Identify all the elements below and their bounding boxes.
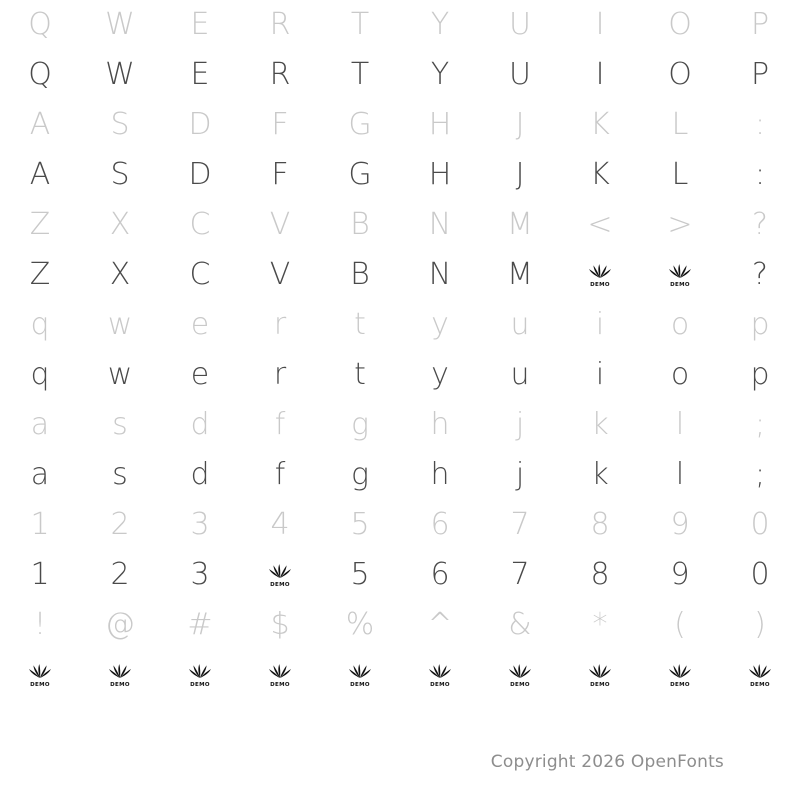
- glyph-cell: Q: [28, 57, 52, 92]
- glyph-cell: 2: [110, 557, 130, 592]
- glyph-cell: B: [350, 257, 370, 292]
- glyph-cell: L: [671, 107, 689, 142]
- demo-mark-glyph: DEMO: [507, 662, 533, 688]
- glyph-cell: X: [109, 257, 131, 292]
- glyph-cell: V: [269, 207, 291, 242]
- glyph-cell: k: [591, 407, 609, 442]
- glyph-cell: 7: [510, 507, 530, 542]
- demo-watermark-icon: [480, 650, 560, 700]
- demo-mark-glyph: DEMO: [27, 662, 53, 688]
- glyph-cell: E: [190, 57, 210, 92]
- glyph-cell: A: [29, 157, 51, 192]
- glyph-cell: K: [590, 157, 610, 192]
- demo-watermark-icon: [400, 650, 480, 700]
- demo-mark-glyph: DEMO: [587, 662, 613, 688]
- glyph-cell: C: [189, 207, 211, 242]
- glyph-cell: a: [30, 457, 50, 492]
- glyph-cell: 3: [190, 507, 210, 542]
- demo-mark-glyph: DEMO: [107, 662, 133, 688]
- glyph-cell: w: [107, 357, 133, 392]
- glyph-cell: g: [350, 407, 369, 442]
- glyph-cell: %: [345, 607, 375, 642]
- glyph-cell: d: [190, 457, 210, 492]
- glyph-cell: D: [188, 107, 212, 142]
- glyph-cell: (: [674, 607, 686, 642]
- glyph-cell: i: [595, 307, 605, 342]
- glyph-cell: y: [431, 357, 449, 392]
- glyph-cell: h: [430, 407, 450, 442]
- demo-watermark-icon: [240, 550, 320, 600]
- glyph-cell: M: [507, 257, 533, 292]
- glyph-cell: j: [515, 407, 525, 442]
- glyph-cell: q: [30, 307, 50, 342]
- glyph-cell: #: [187, 607, 213, 642]
- glyph-cell: 6: [430, 557, 450, 592]
- glyph-cell: :: [754, 157, 766, 192]
- glyph-cell: 5: [350, 507, 370, 542]
- glyph-cell: 4: [270, 507, 290, 542]
- glyph-cell: ?: [752, 257, 768, 292]
- glyph-cell: W: [105, 7, 135, 42]
- glyph-cell: E: [190, 7, 210, 42]
- glyph-cell: f: [274, 407, 286, 442]
- glyph-cell: F: [271, 107, 289, 142]
- glyph-cell: h: [430, 457, 450, 492]
- glyph-cell: o: [670, 307, 690, 342]
- demo-mark-glyph: DEMO: [267, 662, 293, 688]
- demo-watermark-icon: [720, 650, 800, 700]
- glyph-cell: r: [273, 357, 287, 392]
- demo-mark-glyph: DEMO: [267, 562, 293, 588]
- glyph-cell: 0: [750, 507, 770, 542]
- glyph-cell: H: [428, 107, 452, 142]
- glyph-cell: N: [428, 207, 452, 242]
- demo-mark-glyph: DEMO: [747, 662, 773, 688]
- glyph-cell: I: [595, 7, 605, 42]
- demo-watermark-icon: [320, 650, 400, 700]
- glyph-cell: S: [110, 157, 130, 192]
- glyph-cell: Q: [28, 7, 52, 42]
- glyph-cell: J: [515, 107, 525, 142]
- glyph-cell: :: [754, 107, 766, 142]
- demo-watermark-icon: [640, 650, 720, 700]
- glyph-cell: u: [510, 357, 530, 392]
- demo-mark-glyph: DEMO: [427, 662, 453, 688]
- demo-watermark-icon: [240, 650, 320, 700]
- glyph-cell: I: [595, 57, 605, 92]
- glyph-cell: 7: [510, 557, 530, 592]
- glyph-cell: ;: [754, 407, 766, 442]
- demo-mark-glyph: DEMO: [667, 662, 693, 688]
- glyph-cell: J: [515, 157, 525, 192]
- glyph-cell: W: [105, 57, 135, 92]
- glyph-cell: ^: [427, 607, 453, 642]
- glyph-cell: K: [590, 107, 610, 142]
- glyph-cell: p: [750, 307, 770, 342]
- glyph-cell: 0: [750, 557, 770, 592]
- glyph-cell: Z: [29, 207, 51, 242]
- demo-mark-glyph: DEMO: [667, 262, 693, 288]
- glyph-cell: 2: [110, 507, 130, 542]
- demo-watermark-icon: [640, 250, 720, 300]
- glyph-cell: F: [271, 157, 289, 192]
- glyph-cell: u: [510, 307, 530, 342]
- glyph-cell: 8: [590, 507, 610, 542]
- glyph-cell: O: [668, 57, 692, 92]
- glyph-cell: M: [507, 207, 533, 242]
- glyph-cell: 3: [190, 557, 210, 592]
- glyph-cell: @: [105, 607, 135, 642]
- glyph-cell: Y: [430, 57, 450, 92]
- glyph-cell: d: [190, 407, 210, 442]
- glyph-cell: O: [668, 7, 692, 42]
- glyph-cell: X: [109, 207, 131, 242]
- glyph-cell: l: [675, 407, 685, 442]
- glyph-cell: <: [587, 207, 613, 242]
- glyph-cell: V: [269, 257, 291, 292]
- glyph-cell: 1: [30, 557, 50, 592]
- glyph-cell: r: [273, 307, 287, 342]
- glyph-cell: G: [348, 107, 372, 142]
- glyph-cell: 9: [670, 557, 690, 592]
- glyph-cell: T: [350, 7, 370, 42]
- glyph-cell: G: [348, 157, 372, 192]
- glyph-cell: 5: [350, 557, 370, 592]
- glyph-cell: l: [675, 457, 685, 492]
- glyph-cell: *: [592, 607, 608, 642]
- glyph-cell: k: [591, 457, 609, 492]
- glyph-cell: 1: [30, 507, 50, 542]
- glyph-cell: 8: [590, 557, 610, 592]
- glyph-cell: A: [29, 107, 51, 142]
- glyph-cell: o: [670, 357, 690, 392]
- demo-watermark-icon: [560, 650, 640, 700]
- glyph-cell: f: [274, 457, 286, 492]
- glyph-cell: a: [30, 407, 50, 442]
- glyph-cell: S: [110, 107, 130, 142]
- demo-watermark-icon: [80, 650, 160, 700]
- glyph-cell: j: [515, 457, 525, 492]
- demo-mark-glyph: DEMO: [347, 662, 373, 688]
- glyph-cell: 6: [430, 507, 450, 542]
- glyph-cell: t: [354, 307, 366, 342]
- glyph-cell: R: [269, 7, 291, 42]
- glyph-cell: Y: [430, 7, 450, 42]
- glyph-cell: g: [350, 457, 369, 492]
- glyph-cell: 9: [670, 507, 690, 542]
- glyph-cell: P: [750, 57, 770, 92]
- glyph-cell: C: [189, 257, 211, 292]
- glyph-cell: s: [112, 457, 128, 492]
- copyright-notice: Copyright 2026 OpenFonts: [490, 752, 724, 772]
- glyph-cell: U: [509, 7, 531, 42]
- glyph-cell: R: [269, 57, 291, 92]
- glyph-cell: w: [107, 307, 133, 342]
- glyph-cell: U: [509, 57, 531, 92]
- glyph-cell: L: [671, 157, 689, 192]
- demo-mark-glyph: DEMO: [587, 262, 613, 288]
- glyph-cell: ): [754, 607, 766, 642]
- glyph-cell: ;: [754, 457, 766, 492]
- glyph-cell: p: [750, 357, 770, 392]
- glyph-cell: Z: [29, 257, 51, 292]
- glyph-cell: t: [354, 357, 366, 392]
- glyph-cell: N: [428, 257, 452, 292]
- glyph-cell: D: [188, 157, 212, 192]
- demo-watermark-icon: [560, 250, 640, 300]
- demo-watermark-icon: [160, 650, 240, 700]
- glyph-cell: s: [112, 407, 128, 442]
- glyph-cell: i: [595, 357, 605, 392]
- glyph-cell: P: [750, 7, 770, 42]
- glyph-cell: >: [667, 207, 693, 242]
- glyph-cell: e: [190, 357, 210, 392]
- glyph-cell: $: [270, 607, 290, 642]
- glyph-cell: T: [350, 57, 370, 92]
- glyph-cell: ?: [752, 207, 768, 242]
- glyph-cell: B: [350, 207, 370, 242]
- glyph-cell: &: [508, 607, 532, 642]
- glyph-cell: H: [428, 157, 452, 192]
- glyph-cell: !: [33, 607, 47, 642]
- demo-watermark-icon: [0, 650, 80, 700]
- demo-mark-glyph: DEMO: [187, 662, 213, 688]
- glyph-cell: e: [190, 307, 210, 342]
- glyph-cell: y: [431, 307, 449, 342]
- glyph-cell: q: [30, 357, 50, 392]
